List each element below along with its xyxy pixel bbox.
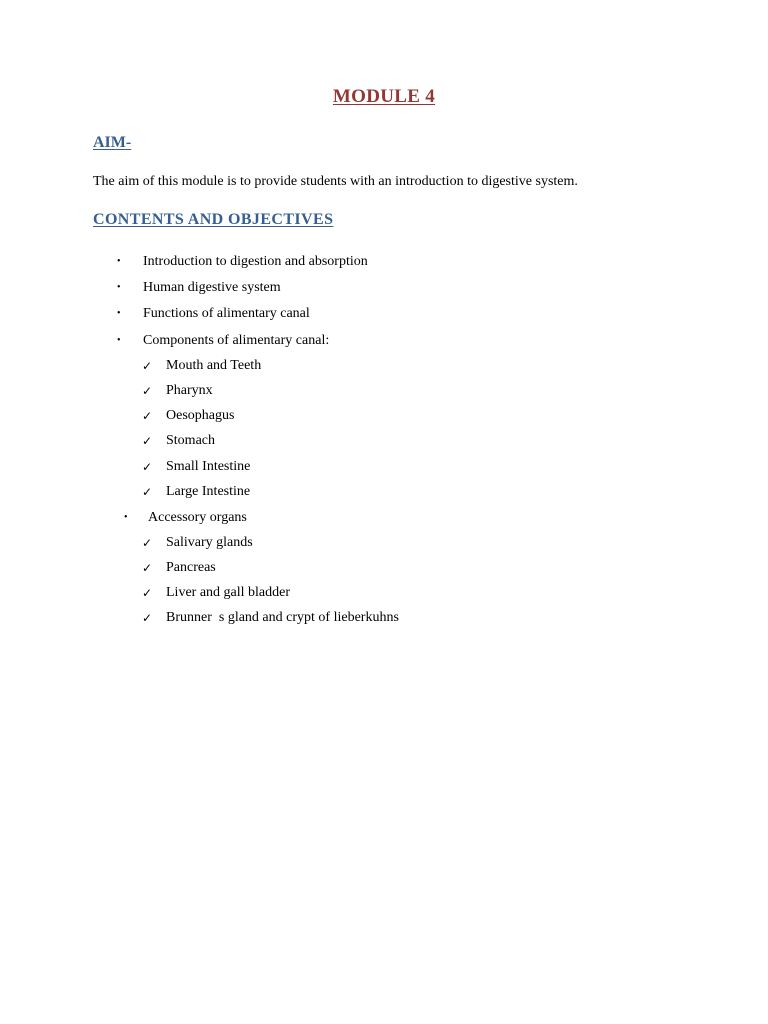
checkmark-icon: ✓	[142, 485, 153, 499]
checkmark-icon: ✓	[142, 460, 153, 474]
checkmark-icon: ✓	[142, 409, 153, 423]
bullet-icon: •	[117, 308, 121, 319]
list-item-label: Accessory organs	[148, 510, 247, 525]
checkmark-icon: ✓	[142, 384, 153, 398]
checkmark-icon: ✓	[142, 586, 153, 600]
list-item-label: Human digestive system	[143, 280, 281, 295]
checklist-item-label: Mouth and Teeth	[166, 358, 262, 373]
aim-text: The aim of this module is to provide students with an introduction to digestive system.	[93, 174, 578, 189]
checklist-item-label: Small Intestine	[166, 459, 251, 474]
list-item-label: Components of alimentary canal:	[143, 333, 330, 348]
checkmark-icon: ✓	[142, 611, 153, 625]
list-item-label: Functions of alimentary canal	[143, 306, 310, 321]
checklist-item-label: Pharynx	[166, 383, 213, 398]
checkmark-icon: ✓	[142, 561, 153, 575]
aim-heading: AIM-	[93, 134, 132, 151]
checkmark-icon: ✓	[142, 434, 153, 448]
checklist-item-label: Oesophagus	[166, 408, 235, 423]
checkmark-icon: ✓	[142, 536, 153, 550]
checklist-item-label: Stomach	[166, 433, 215, 448]
checklist-item-label: Brunner s gland and crypt of lieberkuhns	[166, 610, 399, 625]
bullet-icon: •	[117, 282, 121, 293]
checklist-item-label: Large Intestine	[166, 484, 251, 499]
checklist-item-label: Pancreas	[166, 560, 216, 575]
module-title: MODULE 4	[332, 86, 436, 107]
bullet-icon: •	[117, 256, 121, 267]
bullet-icon: •	[124, 512, 128, 523]
checkmark-icon: ✓	[142, 359, 153, 373]
bullet-icon: •	[117, 335, 121, 346]
checklist-item-label: Salivary glands	[166, 535, 253, 550]
contents-heading: CONTENTS AND OBJECTIVES	[93, 211, 334, 228]
checklist-item-label: Liver and gall bladder	[166, 585, 291, 600]
list-item-label: Introduction to digestion and absorption	[143, 254, 368, 269]
